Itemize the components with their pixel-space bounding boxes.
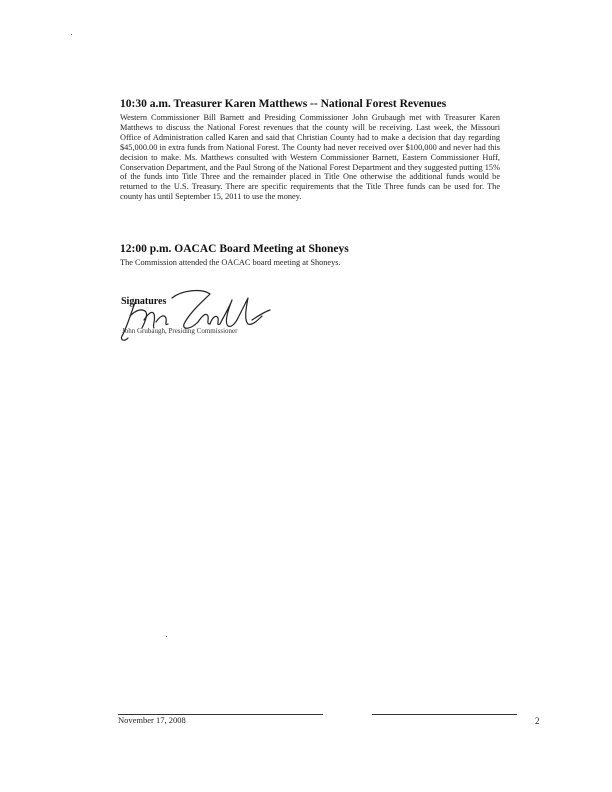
section-body: Western Commissioner Bill Barnett and Presiding Commissioner John Grubaugh met with Treasurer Karen Matthews to discuss the National Forest revenues that the county will be receiving. Last week, the Missouri Office of Administration called Karen and said that Christian County had to make a decision that day regarding $45,000.00 in extra funds from National Forest. The County had never received over $100,000 and never had this decision to make. Ms. Matthews consulted with Western Commissioner Barnett, Eastern Commissioner Huff, Conservation Department, and the Paul Strong of the National Forest Department and they suggested putting 15% of the funds into Title Three and the remainder placed in Title One otherwise the additional funds would be returned to the U.S. Treasury. There are specific requirements that the Title Three funds can be used for. The county has until September 15, 2011 to use the money. — [120, 113, 500, 202]
handwritten-signature — [112, 280, 282, 355]
footer-date: November 17, 2008 — [118, 715, 186, 725]
section-body: The Commission attended the OACAC board meeting at Shoneys. — [120, 258, 341, 267]
scan-speck — [71, 34, 72, 35]
scan-speck — [166, 636, 167, 637]
signer-name: John Grubaugh, Presiding Commissioner — [122, 327, 238, 335]
signatures-label: Signatures — [121, 296, 167, 307]
footer-rule — [372, 714, 517, 715]
page-number: 2 — [535, 716, 540, 726]
section-heading: 10:30 a.m. Treasurer Karen Matthews -- National Forest Revenues — [120, 98, 447, 110]
footer-rule — [118, 714, 323, 715]
section-heading: 12:00 p.m. OACAC Board Meeting at Shoneys — [120, 243, 349, 255]
